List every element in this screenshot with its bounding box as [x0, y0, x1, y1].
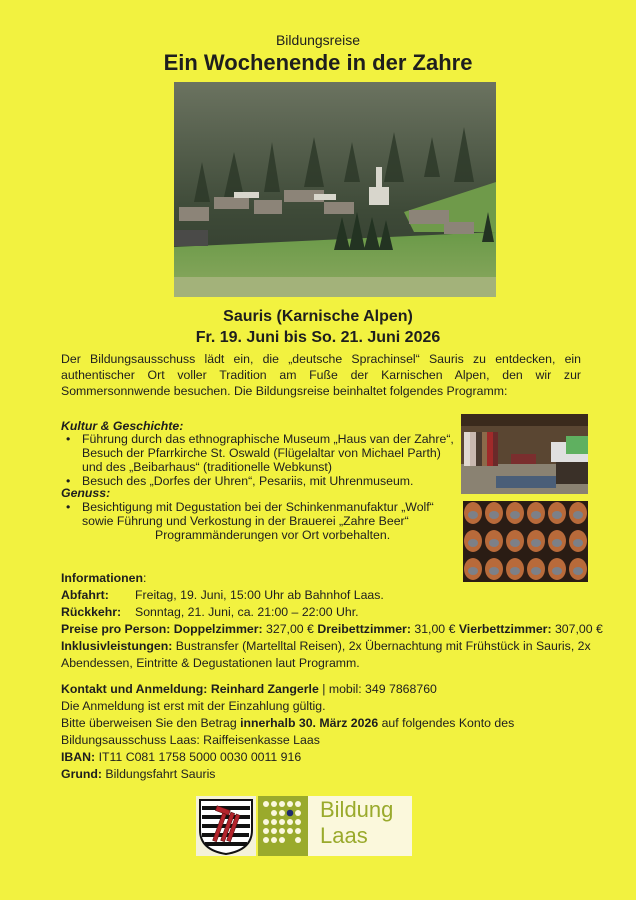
iban-label: IBAN:	[61, 750, 96, 764]
bullet-icon: •	[66, 432, 71, 446]
bullet-icon: •	[66, 500, 71, 514]
contact-mobile: mobil: 349 7868760	[328, 682, 437, 696]
list-item-text: Besichtigung mit Degustation bei der Schinkenmanufaktur „Wolf“ sowie Führung und Verkostung in der Brauerei „Zahre Beer“	[82, 500, 434, 528]
contact-label: Kontakt und Anmeldung: Reinhard Zangerle	[61, 682, 319, 696]
transfer-post: auf folgendes Konto des	[381, 716, 515, 730]
destination-heading: Sauris (Karnische Alpen)	[223, 308, 413, 325]
info-heading: Informationen	[61, 571, 143, 585]
list-item	[62, 474, 457, 488]
vierbettzimmer-label: Vierbettzimmer:	[458, 622, 552, 636]
contact-separator: |	[322, 682, 326, 696]
abfahrt-label: Abfahrt:	[61, 588, 109, 602]
rueckkehr-value: Sonntag, 21. Juni, ca. 21:00 – 22:00 Uhr.	[135, 605, 359, 619]
page-title: Ein Wochenende in der Zahre	[163, 50, 473, 75]
doppelzimmer-label: Doppelzimmer:	[173, 622, 263, 636]
hero-village-photo	[174, 82, 496, 297]
vierbettzimmer-price: 307,00 €	[554, 622, 603, 636]
inklusiv-row-2	[61, 655, 360, 672]
bildung-logo-line1: Bildung	[320, 797, 394, 822]
doppelzimmer-price: 327,00 €	[266, 622, 314, 636]
info-heading-colon: :	[142, 571, 147, 585]
transfer-row	[61, 715, 514, 732]
iban-value: IT11 C081 1758 5000 0030 0011 916	[98, 750, 302, 764]
inklusiv-label: Inklusivleistungen:	[61, 639, 173, 653]
program-note: Programmänderungen vor Ort vorbehalten.	[155, 528, 391, 542]
bullet-icon: •	[66, 474, 71, 488]
genuss-list	[62, 500, 457, 528]
grund-row	[61, 766, 215, 783]
subtitle: Bildungsreise	[275, 32, 361, 48]
list-item	[62, 500, 457, 528]
logo-strip	[196, 796, 412, 861]
bildung-logo-text	[320, 797, 393, 849]
list-item-text: Führung durch das ethnographische Museum „Haus van der Zahre“, Besuch der Pfarrkirche St. Oswald (Flügelaltar von Michael Parth) und des „Beibarhaus“ (traditionelle Webkunst)	[82, 432, 454, 474]
inklusiv-row	[61, 638, 591, 655]
intro-paragraph: Der Bildungsausschuss lädt ein, die „deutsche Sprachinsel“ Sauris zu entdecken, ein authentischer Ort voller Tradition am Fuße der Karnischen Alpen, den wir zur Sommersonnwende besuchen. Die Bildungsreise beinhaltet folgendes Programm:	[61, 352, 581, 398]
transfer-pre: Bitte überweisen Sie den Betrag	[61, 716, 237, 730]
grund-label: Grund:	[61, 767, 102, 781]
contact-row	[61, 681, 437, 698]
genuss-heading: Genuss:	[61, 486, 111, 500]
inklusiv-value: Bustransfer (Martelltal Reisen), 2x Übernachtung mit Frühstück in Sauris, 2x	[175, 639, 591, 653]
account-holder: Bildungsausschuss Laas: Raiffeisenkasse Laas	[61, 733, 320, 747]
iban-row	[61, 749, 301, 766]
inklusiv-value-2: Abendessen, Eintritte & Degustationen laut Programm.	[61, 656, 360, 670]
bildung-logo-line2: Laas	[320, 823, 368, 848]
ham-photo	[463, 501, 588, 582]
preise-row	[61, 621, 603, 638]
weaving-shop-photo	[461, 414, 588, 494]
grund-value: Bildungsfahrt Sauris	[105, 767, 216, 781]
list-item-text: Besuch des „Dorfes der Uhren“, Pesariis, mit Uhrenmuseum.	[82, 474, 414, 488]
dreibettzimmer-label: Dreibettzimmer:	[317, 622, 411, 636]
list-item	[62, 432, 457, 474]
info-heading-row	[61, 570, 146, 587]
kultur-heading: Kultur & Geschichte:	[61, 419, 184, 433]
abfahrt-value: Freitag, 19. Juni, 15:00 Uhr ab Bahnhof Laas.	[135, 588, 384, 602]
laas-coat-of-arms-icon	[196, 796, 256, 856]
kultur-list	[62, 432, 457, 488]
rueckkehr-label: Rückkehr:	[61, 605, 122, 619]
dreibettzimmer-price: 31,00 €	[414, 622, 456, 636]
dates-heading: Fr. 19. Juni bis So. 21. Juni 2026	[195, 329, 441, 346]
valid-note: Die Anmeldung ist erst mit der Einzahlung gültig.	[61, 699, 326, 713]
transfer-deadline: innerhalb 30. März 2026	[240, 716, 379, 730]
preise-label: Preise pro Person:	[61, 622, 171, 636]
rueckkehr-row	[61, 604, 359, 621]
abfahrt-row	[61, 587, 384, 604]
